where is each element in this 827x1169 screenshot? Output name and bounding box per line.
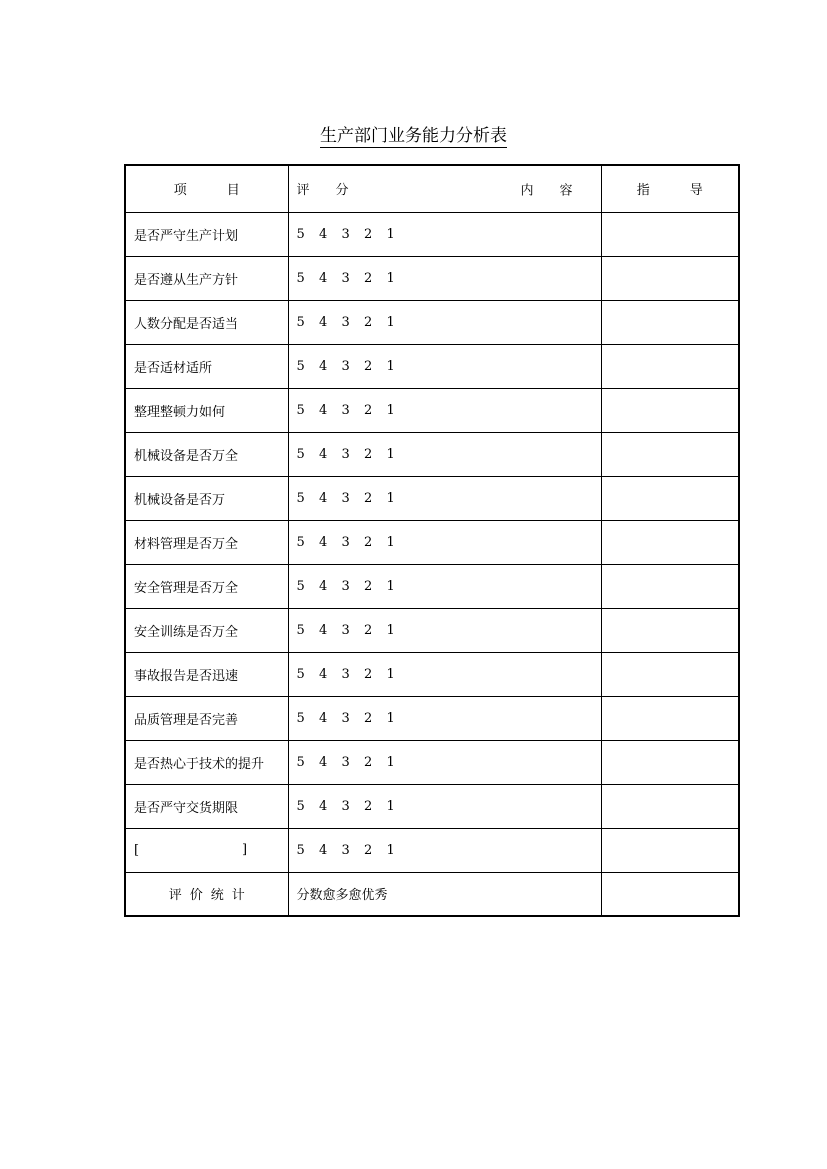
score-option[interactable]: 2 bbox=[364, 270, 373, 286]
item-label: 是否严守生产计划 bbox=[125, 212, 288, 256]
score-option[interactable]: 3 bbox=[341, 798, 350, 814]
close-bracket: ] bbox=[242, 842, 248, 858]
score-option[interactable]: 2 bbox=[364, 446, 373, 462]
table-header-row bbox=[125, 165, 739, 212]
score-option[interactable]: 2 bbox=[364, 490, 373, 506]
score-option[interactable]: 3 bbox=[341, 666, 350, 682]
score-option[interactable]: 3 bbox=[341, 490, 350, 506]
header-content-char-1: 内 bbox=[520, 183, 534, 199]
score-option[interactable]: 4 bbox=[319, 666, 328, 682]
score-option[interactable]: 4 bbox=[319, 578, 328, 594]
score-option[interactable]: 1 bbox=[386, 270, 395, 286]
score-option[interactable]: 2 bbox=[364, 534, 373, 550]
guide-cell[interactable] bbox=[601, 432, 739, 476]
score-option[interactable]: 1 bbox=[386, 358, 395, 374]
score-option[interactable]: 2 bbox=[364, 578, 373, 594]
table-row bbox=[125, 608, 739, 652]
score-options bbox=[288, 608, 601, 652]
score-option[interactable]: 1 bbox=[386, 798, 395, 814]
score-option[interactable]: 2 bbox=[364, 358, 373, 374]
score-option[interactable]: 2 bbox=[364, 226, 373, 242]
score-option[interactable]: 3 bbox=[341, 446, 350, 462]
guide-cell[interactable] bbox=[601, 872, 739, 916]
guide-cell[interactable] bbox=[601, 388, 739, 432]
guide-cell[interactable] bbox=[601, 784, 739, 828]
summary-label-char: 计 bbox=[231, 888, 245, 904]
score-options bbox=[288, 476, 601, 520]
table-row bbox=[125, 740, 739, 784]
score-option[interactable]: 2 bbox=[364, 710, 373, 726]
score-option[interactable]: 4 bbox=[319, 446, 328, 462]
guide-cell[interactable] bbox=[601, 256, 739, 300]
score-option[interactable]: 3 bbox=[341, 754, 350, 770]
score-option[interactable]: 4 bbox=[319, 490, 328, 506]
score-option[interactable]: 1 bbox=[386, 710, 395, 726]
guide-cell[interactable] bbox=[601, 828, 739, 872]
score-option[interactable]: 5 bbox=[296, 710, 305, 726]
score-options bbox=[288, 300, 601, 344]
score-options bbox=[288, 652, 601, 696]
score-option[interactable]: 1 bbox=[386, 490, 395, 506]
score-option[interactable]: 4 bbox=[319, 754, 328, 770]
score-option[interactable]: 3 bbox=[341, 226, 350, 242]
guide-cell[interactable] bbox=[601, 344, 739, 388]
score-option[interactable]: 2 bbox=[364, 622, 373, 638]
guide-cell[interactable] bbox=[601, 696, 739, 740]
score-option[interactable]: 2 bbox=[364, 402, 373, 418]
summary-label-char: 价 bbox=[189, 888, 203, 904]
guide-cell[interactable] bbox=[601, 476, 739, 520]
analysis-table bbox=[124, 164, 740, 917]
score-option[interactable]: 4 bbox=[319, 314, 328, 330]
item-label: 是否遵从生产方针 bbox=[125, 256, 288, 300]
item-label: 是否适材适所 bbox=[125, 344, 288, 388]
score-option[interactable]: 5 bbox=[296, 490, 305, 506]
guide-cell[interactable] bbox=[601, 300, 739, 344]
header-guide-char-2: 导 bbox=[689, 183, 703, 199]
guide-cell[interactable] bbox=[601, 564, 739, 608]
header-guide-char-1: 指 bbox=[636, 183, 650, 199]
score-option[interactable]: 4 bbox=[319, 226, 328, 242]
score-options bbox=[288, 784, 601, 828]
summary-label-char: 统 bbox=[210, 888, 224, 904]
score-option[interactable]: 2 bbox=[364, 754, 373, 770]
score-option[interactable]: 4 bbox=[319, 842, 328, 858]
item-label: 材料管理是否万全 bbox=[125, 520, 288, 564]
score-option[interactable]: 3 bbox=[341, 842, 350, 858]
score-option[interactable]: 5 bbox=[296, 358, 305, 374]
score-option[interactable]: 1 bbox=[386, 402, 395, 418]
item-label: 是否严守交货期限 bbox=[125, 784, 288, 828]
score-option[interactable]: 5 bbox=[296, 270, 305, 286]
score-options bbox=[288, 344, 601, 388]
summary-label-char: 评 bbox=[168, 888, 182, 904]
score-option[interactable]: 5 bbox=[296, 754, 305, 770]
score-option[interactable]: 4 bbox=[319, 798, 328, 814]
table-row bbox=[125, 432, 739, 476]
score-options bbox=[288, 432, 601, 476]
score-option[interactable]: 3 bbox=[341, 534, 350, 550]
item-label: 是否热心于技术的提升 bbox=[125, 740, 288, 784]
score-option[interactable]: 2 bbox=[364, 842, 373, 858]
score-option[interactable]: 3 bbox=[341, 578, 350, 594]
item-label: 安全管理是否万全 bbox=[125, 564, 288, 608]
score-option[interactable]: 1 bbox=[386, 534, 395, 550]
item-label: 事故报告是否迅速 bbox=[125, 652, 288, 696]
guide-cell[interactable] bbox=[601, 652, 739, 696]
score-option[interactable]: 5 bbox=[296, 798, 305, 814]
score-option[interactable]: 1 bbox=[386, 226, 395, 242]
score-option[interactable]: 5 bbox=[296, 666, 305, 682]
score-option[interactable]: 3 bbox=[341, 270, 350, 286]
header-guide bbox=[601, 165, 739, 212]
score-option[interactable]: 1 bbox=[386, 622, 395, 638]
score-option[interactable]: 3 bbox=[341, 358, 350, 374]
score-options bbox=[288, 212, 601, 256]
score-option[interactable]: 3 bbox=[341, 314, 350, 330]
score-option[interactable]: 3 bbox=[341, 710, 350, 726]
score-option[interactable]: 5 bbox=[296, 622, 305, 638]
table-row bbox=[125, 520, 739, 564]
item-label: 整理整顿力如何 bbox=[125, 388, 288, 432]
score-option[interactable]: 4 bbox=[319, 402, 328, 418]
score-option[interactable]: 5 bbox=[296, 446, 305, 462]
score-option[interactable]: 2 bbox=[364, 314, 373, 330]
score-option[interactable]: 5 bbox=[296, 402, 305, 418]
score-options bbox=[288, 740, 601, 784]
score-option[interactable]: 3 bbox=[341, 402, 350, 418]
table-row bbox=[125, 784, 739, 828]
score-option[interactable]: 1 bbox=[386, 578, 395, 594]
header-score-content bbox=[288, 165, 601, 212]
table-row-custom bbox=[125, 828, 739, 872]
header-item-char-2: 目 bbox=[226, 183, 240, 199]
item-label: 机械设备是否万 bbox=[125, 476, 288, 520]
score-option[interactable]: 5 bbox=[296, 314, 305, 330]
score-option[interactable]: 5 bbox=[296, 842, 305, 858]
score-option[interactable]: 4 bbox=[319, 534, 328, 550]
score-option[interactable]: 4 bbox=[319, 270, 328, 286]
table-row bbox=[125, 564, 739, 608]
score-options bbox=[288, 828, 601, 872]
summary-row bbox=[125, 872, 739, 916]
page-title bbox=[0, 124, 827, 148]
score-option[interactable]: 1 bbox=[386, 314, 395, 330]
guide-cell[interactable] bbox=[601, 520, 739, 564]
guide-cell[interactable] bbox=[601, 740, 739, 784]
header-score-char-2: 分 bbox=[335, 183, 349, 199]
table-row bbox=[125, 388, 739, 432]
score-options bbox=[288, 520, 601, 564]
custom-item-field[interactable] bbox=[125, 828, 288, 872]
score-option[interactable]: 3 bbox=[341, 622, 350, 638]
header-score-char-1: 评 bbox=[296, 183, 310, 199]
score-option[interactable]: 1 bbox=[386, 842, 395, 858]
score-option[interactable]: 1 bbox=[386, 754, 395, 770]
score-option[interactable]: 1 bbox=[386, 666, 395, 682]
guide-cell[interactable] bbox=[601, 212, 739, 256]
score-options bbox=[288, 564, 601, 608]
item-label: 人数分配是否适当 bbox=[125, 300, 288, 344]
score-option[interactable]: 4 bbox=[319, 622, 328, 638]
summary-note: 分数愈多愈优秀 bbox=[288, 872, 601, 916]
table-row bbox=[125, 300, 739, 344]
score-option[interactable]: 4 bbox=[319, 358, 328, 374]
header-content-char-2: 容 bbox=[559, 183, 573, 199]
table-row bbox=[125, 256, 739, 300]
guide-cell[interactable] bbox=[601, 608, 739, 652]
title-text: 生产部门业务能力分析表 bbox=[320, 126, 507, 146]
item-label: 安全训练是否万全 bbox=[125, 608, 288, 652]
table-row bbox=[125, 696, 739, 740]
item-label: 机械设备是否万全 bbox=[125, 432, 288, 476]
open-bracket: [ bbox=[134, 842, 140, 858]
header-item bbox=[125, 165, 288, 212]
score-options bbox=[288, 388, 601, 432]
table-row bbox=[125, 344, 739, 388]
score-option[interactable]: 1 bbox=[386, 446, 395, 462]
summary-label bbox=[125, 872, 288, 916]
score-option[interactable]: 5 bbox=[296, 578, 305, 594]
table-row bbox=[125, 476, 739, 520]
table-row bbox=[125, 652, 739, 696]
header-item-char-1: 项 bbox=[173, 183, 187, 199]
score-option[interactable]: 5 bbox=[296, 534, 305, 550]
score-option[interactable]: 5 bbox=[296, 226, 305, 242]
table-row bbox=[125, 212, 739, 256]
score-option[interactable]: 2 bbox=[364, 798, 373, 814]
score-options bbox=[288, 256, 601, 300]
score-option[interactable]: 2 bbox=[364, 666, 373, 682]
score-option[interactable]: 4 bbox=[319, 710, 328, 726]
score-options bbox=[288, 696, 601, 740]
item-label: 品质管理是否完善 bbox=[125, 696, 288, 740]
